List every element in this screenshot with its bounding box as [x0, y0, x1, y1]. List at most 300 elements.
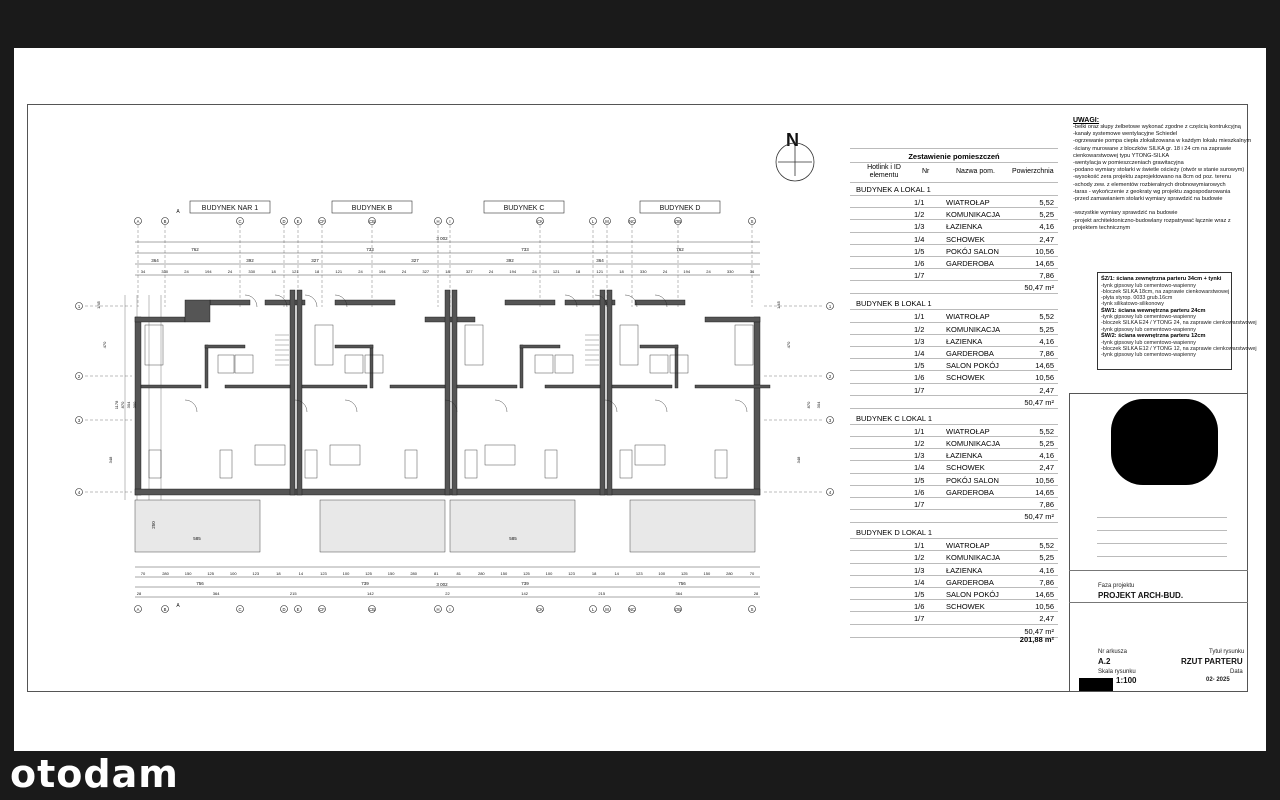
dim-left: 300: [132, 401, 137, 409]
sheet-no-value: A.2: [1098, 657, 1111, 666]
room-name: WIATROŁAP: [946, 541, 990, 551]
room-area: 5,52: [1039, 198, 1054, 207]
room-nr: 1/5: [914, 590, 925, 599]
legend-line: -płyta styrop. 0033 grub.16cm: [1101, 295, 1173, 302]
room-name: WIATROŁAP: [946, 426, 990, 436]
grand-total: 201,88 m²: [1019, 635, 1054, 644]
dim-bottom: 123: [568, 571, 575, 576]
dim-top: 330: [248, 269, 256, 274]
axis-label: S: [750, 219, 754, 224]
wall: [297, 290, 302, 495]
legend-title: ŚZ/1: ściana zewnętrzna parteru 34cm + tynki: [1101, 276, 1222, 282]
dim-bottom: 150: [500, 571, 508, 576]
furniture: [330, 445, 360, 465]
row-label: 4: [828, 490, 832, 495]
dim-bottom: 18: [591, 571, 597, 576]
note-line: -schody zew. z elementów rozbieralnych drobnowymiarowych: [1073, 181, 1226, 188]
furniture: [255, 445, 285, 465]
dim-right: 304: [816, 401, 821, 409]
door-swing: [625, 295, 637, 307]
fixture: [620, 325, 638, 365]
notes-block: [1073, 117, 1252, 232]
axis-label: CB: [369, 219, 375, 224]
room-nr: 1/3: [914, 336, 925, 346]
door-swing: [735, 400, 747, 412]
note-line: -kanały systemowe wentylacyjne Schiedel: [1073, 131, 1178, 138]
wall: [635, 300, 685, 305]
legend-line: -tynk gipsowy lub cementowo-wapienny: [1101, 282, 1196, 289]
axis-label: E: [296, 607, 300, 612]
furniture: [465, 450, 477, 478]
wall: [600, 290, 605, 495]
room-name: SCHOWEK: [946, 234, 985, 244]
room-nr: 1/2: [914, 210, 925, 220]
dim-bottom: 28: [753, 591, 759, 596]
room-name: GARDEROBA: [946, 259, 994, 268]
dim-top: 18: [314, 269, 320, 274]
wall: [545, 385, 600, 388]
room-nr: 1/3: [914, 222, 925, 232]
dim-top: 762: [676, 247, 684, 252]
room-area: 7,86: [1039, 271, 1054, 281]
wall: [640, 345, 678, 348]
room-name: SALON POKÓJ: [946, 590, 999, 599]
room-area: 5,52: [1039, 541, 1054, 551]
room-area: 2,47: [1039, 234, 1054, 244]
room-group-title: BUDYNEK D LOKAL 1: [856, 528, 932, 538]
dim-left: 870: [120, 401, 125, 409]
legend-line: -tynk gipsowy lub cementowo-wapienny: [1101, 352, 1196, 359]
fixture: [235, 355, 253, 373]
room-nr: 1/5: [914, 246, 925, 256]
room-area: 10,56: [1035, 602, 1054, 612]
wall-legend: [1097, 272, 1257, 370]
room-name: WIATROŁAP: [946, 312, 990, 322]
fixture: [218, 355, 234, 373]
dim-bottom: 150: [703, 571, 711, 576]
door-swing: [655, 400, 667, 412]
dim-bottom: 125: [523, 571, 530, 576]
dim-bottom: 280: [477, 571, 485, 576]
dim-bottom: 14: [614, 571, 619, 576]
dim-left: 1178: [114, 400, 119, 410]
axis-label: OB: [674, 607, 682, 612]
room-name: POKÓJ SALON: [946, 475, 999, 485]
room-nr: 1/1: [914, 198, 925, 207]
wall: [185, 300, 210, 322]
room-area: 2,47: [1039, 385, 1054, 395]
wall: [505, 300, 555, 305]
axis-label: M: [605, 219, 609, 224]
dim-left: 304: [126, 401, 131, 409]
floor-plan-drawing: [77, 195, 840, 620]
axis-label: M: [605, 607, 609, 612]
wall: [210, 300, 250, 305]
dim-top: 121: [335, 269, 343, 274]
axis-label: NC: [628, 219, 636, 224]
dim-bottom: 100: [342, 571, 350, 576]
dim-top: 194: [204, 269, 212, 274]
dim-total-bottom: 3 002: [436, 582, 448, 587]
fixture: [735, 325, 753, 365]
drawing-title-value: RZUT PARTERU: [1181, 657, 1243, 666]
wall: [302, 385, 367, 388]
axis-label: L: [591, 607, 595, 612]
door-swing: [495, 400, 507, 412]
axis-label: C: [238, 607, 242, 612]
dim-bottom: 81: [456, 571, 462, 576]
redacted-box: [1079, 678, 1113, 691]
room-area: 14,65: [1035, 361, 1054, 371]
room-nr: 1/1: [914, 426, 925, 436]
dim-bottom: 756: [678, 581, 686, 586]
building-label-a: BUDYNEK NAR 1: [201, 205, 259, 212]
wall: [695, 385, 770, 388]
room-area: 2,47: [1039, 463, 1054, 473]
dim-top: 327: [411, 258, 419, 263]
room-area: 4,16: [1039, 222, 1054, 232]
axis-label: CB: [369, 607, 375, 612]
room-group-title: BUDYNEK C LOKAL 1: [856, 413, 932, 423]
wall: [705, 317, 760, 322]
dim-bottom: 70: [749, 571, 755, 576]
room-nr: 1/6: [914, 487, 925, 497]
col-header-id: Hotlink i ID elementu: [867, 164, 901, 179]
dim-top: 24: [662, 269, 668, 274]
dim-top: 194: [378, 269, 386, 274]
dim-top: 121: [552, 269, 560, 274]
terrace: [450, 500, 575, 552]
phase-value: PROJEKT ARCH-BUD.: [1098, 591, 1184, 600]
room-area: 10,56: [1035, 475, 1054, 485]
room-nr: 1/2: [914, 439, 925, 448]
dim-right: 870: [806, 401, 811, 409]
dim-bottom: 123: [635, 571, 643, 576]
legend-line: -tynk gipsowy lub cementowo-wapienny: [1101, 326, 1196, 333]
dim-bottom: 100: [229, 571, 237, 576]
legend-line: -bloczek SILKA 18cm, na zaprawie cienkowarstwowej: [1101, 288, 1230, 295]
dim-top: 18: [271, 269, 276, 274]
wall: [754, 317, 760, 495]
room-name: SCHOWEK: [946, 602, 985, 612]
dim-top: 194: [509, 269, 517, 274]
date-value: 02- 2025: [1206, 677, 1230, 683]
north-label: N: [786, 130, 799, 150]
row-label: 3: [828, 418, 832, 423]
room-name: SCHOWEK: [946, 373, 985, 383]
wall: [335, 300, 395, 305]
dim-top: 121: [291, 269, 299, 274]
furniture: [485, 445, 515, 465]
building-label-d: BUDYNEK D: [659, 205, 701, 212]
legend-title: ŚW/1: ściana wewnętrzna parteru 24cm: [1101, 307, 1206, 314]
dim-top: 733: [366, 247, 374, 252]
fixture: [145, 325, 163, 365]
furniture: [220, 450, 232, 478]
room-nr: 1/4: [914, 349, 925, 358]
room-nr: 1/5: [914, 475, 925, 485]
room-nr: 1/4: [914, 234, 925, 244]
group-total: 50,47 m²: [1024, 397, 1054, 407]
wall: [205, 345, 208, 388]
dim-top: 24: [358, 269, 363, 274]
dim-top: 330: [161, 269, 169, 274]
dim-bottom: 22: [445, 591, 450, 596]
note-line: -przed zamawianiem stolarki wymiary sprawdzić na budowie: [1073, 196, 1223, 203]
room-nr: 1/7: [914, 385, 925, 395]
wall: [675, 345, 678, 388]
axis-label: NC: [628, 607, 636, 612]
dim-bottom: 28: [136, 591, 142, 596]
wall: [607, 290, 612, 495]
row-label: 3: [77, 418, 81, 423]
room-nr: 1/2: [914, 324, 925, 334]
wall: [445, 290, 450, 495]
room-area: 5,25: [1039, 439, 1054, 448]
room-area: 5,25: [1039, 210, 1054, 220]
room-area: 7,86: [1039, 500, 1054, 509]
furniture: [715, 450, 727, 478]
room-nr: 1/7: [914, 614, 925, 624]
axis-label: S: [750, 607, 754, 612]
dim-top: 327: [465, 269, 473, 274]
scale-label: Skala rysunku: [1098, 669, 1136, 675]
dim-bottom: 125: [365, 571, 372, 576]
room-name: GARDEROBA: [946, 487, 994, 497]
room-area: 7,86: [1039, 577, 1054, 587]
axis-label: OB: [674, 219, 682, 224]
col-header-area: Powierzchnia: [1012, 168, 1054, 175]
notes-list: [1073, 124, 1252, 232]
room-name: ŁAZIENKA: [946, 222, 983, 232]
room-nr: 1/6: [914, 259, 925, 268]
dim-top: 364: [151, 258, 159, 263]
phase-label: Faza projektu: [1098, 583, 1135, 589]
group-total: 50,47 m²: [1024, 283, 1054, 293]
axis-label: E: [296, 219, 300, 224]
dim-bottom: 280: [162, 571, 169, 576]
wall: [135, 317, 185, 322]
axis-label: I: [449, 219, 451, 224]
col-header-name: Nazwa pom.: [956, 168, 995, 175]
group-total: 50,47 m²: [1024, 512, 1054, 522]
room-name: KOMUNIKACJA: [946, 553, 1001, 563]
col-header-nr: Nr: [922, 168, 930, 175]
sheet-no-label: Nr arkusza: [1098, 649, 1128, 655]
note-line: -ściany murowane z bloczków SILKA gr. 18 i 24 cm na zaprawie: [1073, 145, 1232, 152]
logo-redacted: [1111, 399, 1218, 485]
section-mark: A: [176, 603, 180, 609]
fixture: [555, 355, 573, 373]
room-name: SALON POKÓJ: [946, 361, 999, 371]
dim-top: 24: [184, 269, 189, 274]
room-group-title: BUDYNEK A LOKAL 1: [856, 185, 931, 194]
axis-label: CF: [319, 607, 325, 612]
fixture: [365, 355, 383, 373]
drawing-title-label: Tytuł rysunku: [1209, 649, 1245, 655]
axis-label: A: [136, 607, 140, 612]
axis-label: A: [136, 219, 140, 224]
furniture: [405, 450, 417, 478]
dim-total-top: 3 002: [436, 236, 448, 241]
room-area: 5,25: [1039, 553, 1054, 563]
dim-left: 1/45: [96, 301, 101, 309]
dim-top: 24: [401, 269, 407, 274]
dim-bottom: 70: [140, 571, 146, 576]
room-area: 4,16: [1039, 451, 1054, 461]
room-area: 4,16: [1039, 336, 1054, 346]
room-name: KOMUNIKACJA: [946, 210, 1001, 220]
dim-top: 34: [140, 269, 146, 274]
room-name: ŁAZIENKA: [946, 565, 983, 575]
dim-top: 330: [639, 269, 647, 274]
dim-left: 348: [108, 456, 113, 464]
note-line: -wysokość zera projektu zaprojektowano na 8cm od poz. terenu: [1073, 174, 1231, 181]
legend-line: -bloczek SILKA E24 / YTONG 24, na zaprawie cienkowarstwowej: [1101, 320, 1257, 327]
terrace: [320, 500, 445, 552]
dim-bottom: 756: [196, 581, 204, 586]
dim-left: 470: [102, 341, 107, 349]
door-swing: [345, 400, 357, 412]
axis-label: D: [282, 219, 286, 224]
note-line: cienkowarstwowej typu YTONG-SILKA: [1073, 152, 1170, 159]
dim-bottom: 14: [298, 571, 304, 576]
room-area: 14,65: [1035, 259, 1054, 268]
room-name: GARDEROBA: [946, 577, 994, 587]
wall: [520, 345, 523, 388]
room-name: ŁAZIENKA: [946, 451, 983, 461]
dim-top: 194: [683, 269, 691, 274]
room-area: 14,65: [1035, 590, 1054, 599]
building-label-b: BUDYNEK B: [351, 205, 393, 212]
terrace-dim: 585: [193, 536, 201, 541]
dim-bottom: 364: [212, 591, 220, 596]
dim-top: 24: [706, 269, 711, 274]
note-line: -wszystkie wymiary sprawdzić na budowie: [1073, 210, 1178, 217]
dim-bottom: 18: [276, 571, 281, 576]
room-nr: 1/1: [914, 541, 925, 551]
dim-top: 733: [521, 247, 529, 252]
room-area: 10,56: [1035, 246, 1054, 256]
legend-line: -tynk silikatowo-silikonowy: [1101, 301, 1164, 308]
room-nr: 1/7: [914, 500, 925, 509]
dim-top: 121: [596, 269, 604, 274]
axis-label: H: [436, 219, 440, 224]
room-nr: 1/4: [914, 463, 925, 473]
furniture: [545, 450, 557, 478]
dim-bottom: 280: [410, 571, 418, 576]
dim-bottom: 123: [320, 571, 327, 576]
north-arrow-icon: [775, 132, 819, 176]
room-name: WIATROŁAP: [946, 198, 990, 207]
fixture: [535, 355, 553, 373]
dim-bottom: 123: [252, 571, 260, 576]
dim-bottom: 150: [387, 571, 395, 576]
dim-bottom: 81: [433, 571, 439, 576]
note-line: -podano wymiary stolarki w świetle ościeży (otwór w stanie surowym): [1073, 167, 1245, 174]
dim-bottom: 100: [545, 571, 553, 576]
scale-value: 1:100: [1116, 676, 1137, 685]
dim-right: 1/45: [776, 301, 781, 309]
group-total: 50,47 m²: [1024, 626, 1054, 636]
room-name: ŁAZIENKA: [946, 336, 983, 346]
dim-bottom: 215: [598, 591, 606, 596]
dim-top: 18: [445, 269, 450, 274]
axis-label: I: [449, 607, 451, 612]
room-name: GARDEROBA: [946, 349, 994, 358]
dim-bottom: 142: [367, 591, 374, 596]
dim-bottom: 100: [658, 571, 666, 576]
dim-bottom: 150: [184, 571, 192, 576]
room-area: 2,47: [1039, 614, 1054, 624]
room-table-title: Zestawienie pomieszczeń: [908, 152, 1000, 161]
dim-bottom: 215: [289, 591, 297, 596]
dim-right: 348: [796, 456, 801, 464]
wall: [457, 385, 517, 388]
dim-bottom: 739: [361, 581, 369, 586]
room-nr: 1/6: [914, 373, 925, 383]
axis-label: D: [282, 607, 286, 612]
room-nr: 1/3: [914, 565, 925, 575]
room-nr: 1/1: [914, 312, 925, 322]
dim-top: 327: [422, 269, 430, 274]
fixture: [670, 355, 688, 373]
axis-label: H: [436, 607, 440, 612]
room-area: 4,16: [1039, 565, 1054, 575]
room-nr: 1/3: [914, 451, 925, 461]
terrace-dim: 585: [509, 536, 517, 541]
section-mark: A: [176, 209, 180, 215]
dim-bottom: 125: [680, 571, 688, 576]
room-nr: 1/4: [914, 577, 925, 587]
note-line: -belki oraz słupy żelbetowe wykonać zgodne z częścią kontrukcyjną: [1073, 124, 1241, 130]
room-area: 7,86: [1039, 349, 1054, 358]
wall: [335, 345, 373, 348]
legend-line: -tynk gipsowy lub cementowo-wapienny: [1101, 339, 1196, 346]
wall: [205, 345, 245, 348]
wall: [290, 290, 295, 495]
legend-line: -tynk gipsowy lub cementowo-wapienny: [1101, 314, 1196, 321]
floor-plan: [77, 195, 840, 620]
fixture: [315, 325, 333, 365]
note-line: -taras - wykończenie z geokraty wg projektu zagospodarowania: [1073, 188, 1231, 195]
terrace: [630, 500, 755, 552]
axis-label: B: [163, 219, 167, 224]
dim-bottom: 739: [521, 581, 529, 586]
room-area: 10,56: [1035, 373, 1054, 383]
room-area: 5,52: [1039, 426, 1054, 436]
wall: [225, 385, 290, 388]
dim-top: 24: [488, 269, 494, 274]
terrace-dim: 250: [151, 521, 156, 529]
row-label: 4: [77, 490, 81, 495]
axis-label: CF: [319, 219, 325, 224]
fixture: [465, 325, 483, 365]
dim-top: 24: [532, 269, 537, 274]
wall: [141, 385, 201, 388]
fixture: [650, 355, 668, 373]
dim-top: 762: [191, 247, 199, 252]
dim-bottom: 364: [675, 591, 683, 596]
room-name: POKÓJ SALON: [946, 246, 999, 256]
row-label: 1: [828, 304, 832, 309]
dim-bottom: 280: [726, 571, 733, 576]
furniture: [620, 450, 632, 478]
axis-label: CK: [537, 607, 543, 612]
furniture: [305, 450, 317, 478]
axis-label: CK: [537, 219, 543, 224]
wall: [390, 385, 445, 388]
